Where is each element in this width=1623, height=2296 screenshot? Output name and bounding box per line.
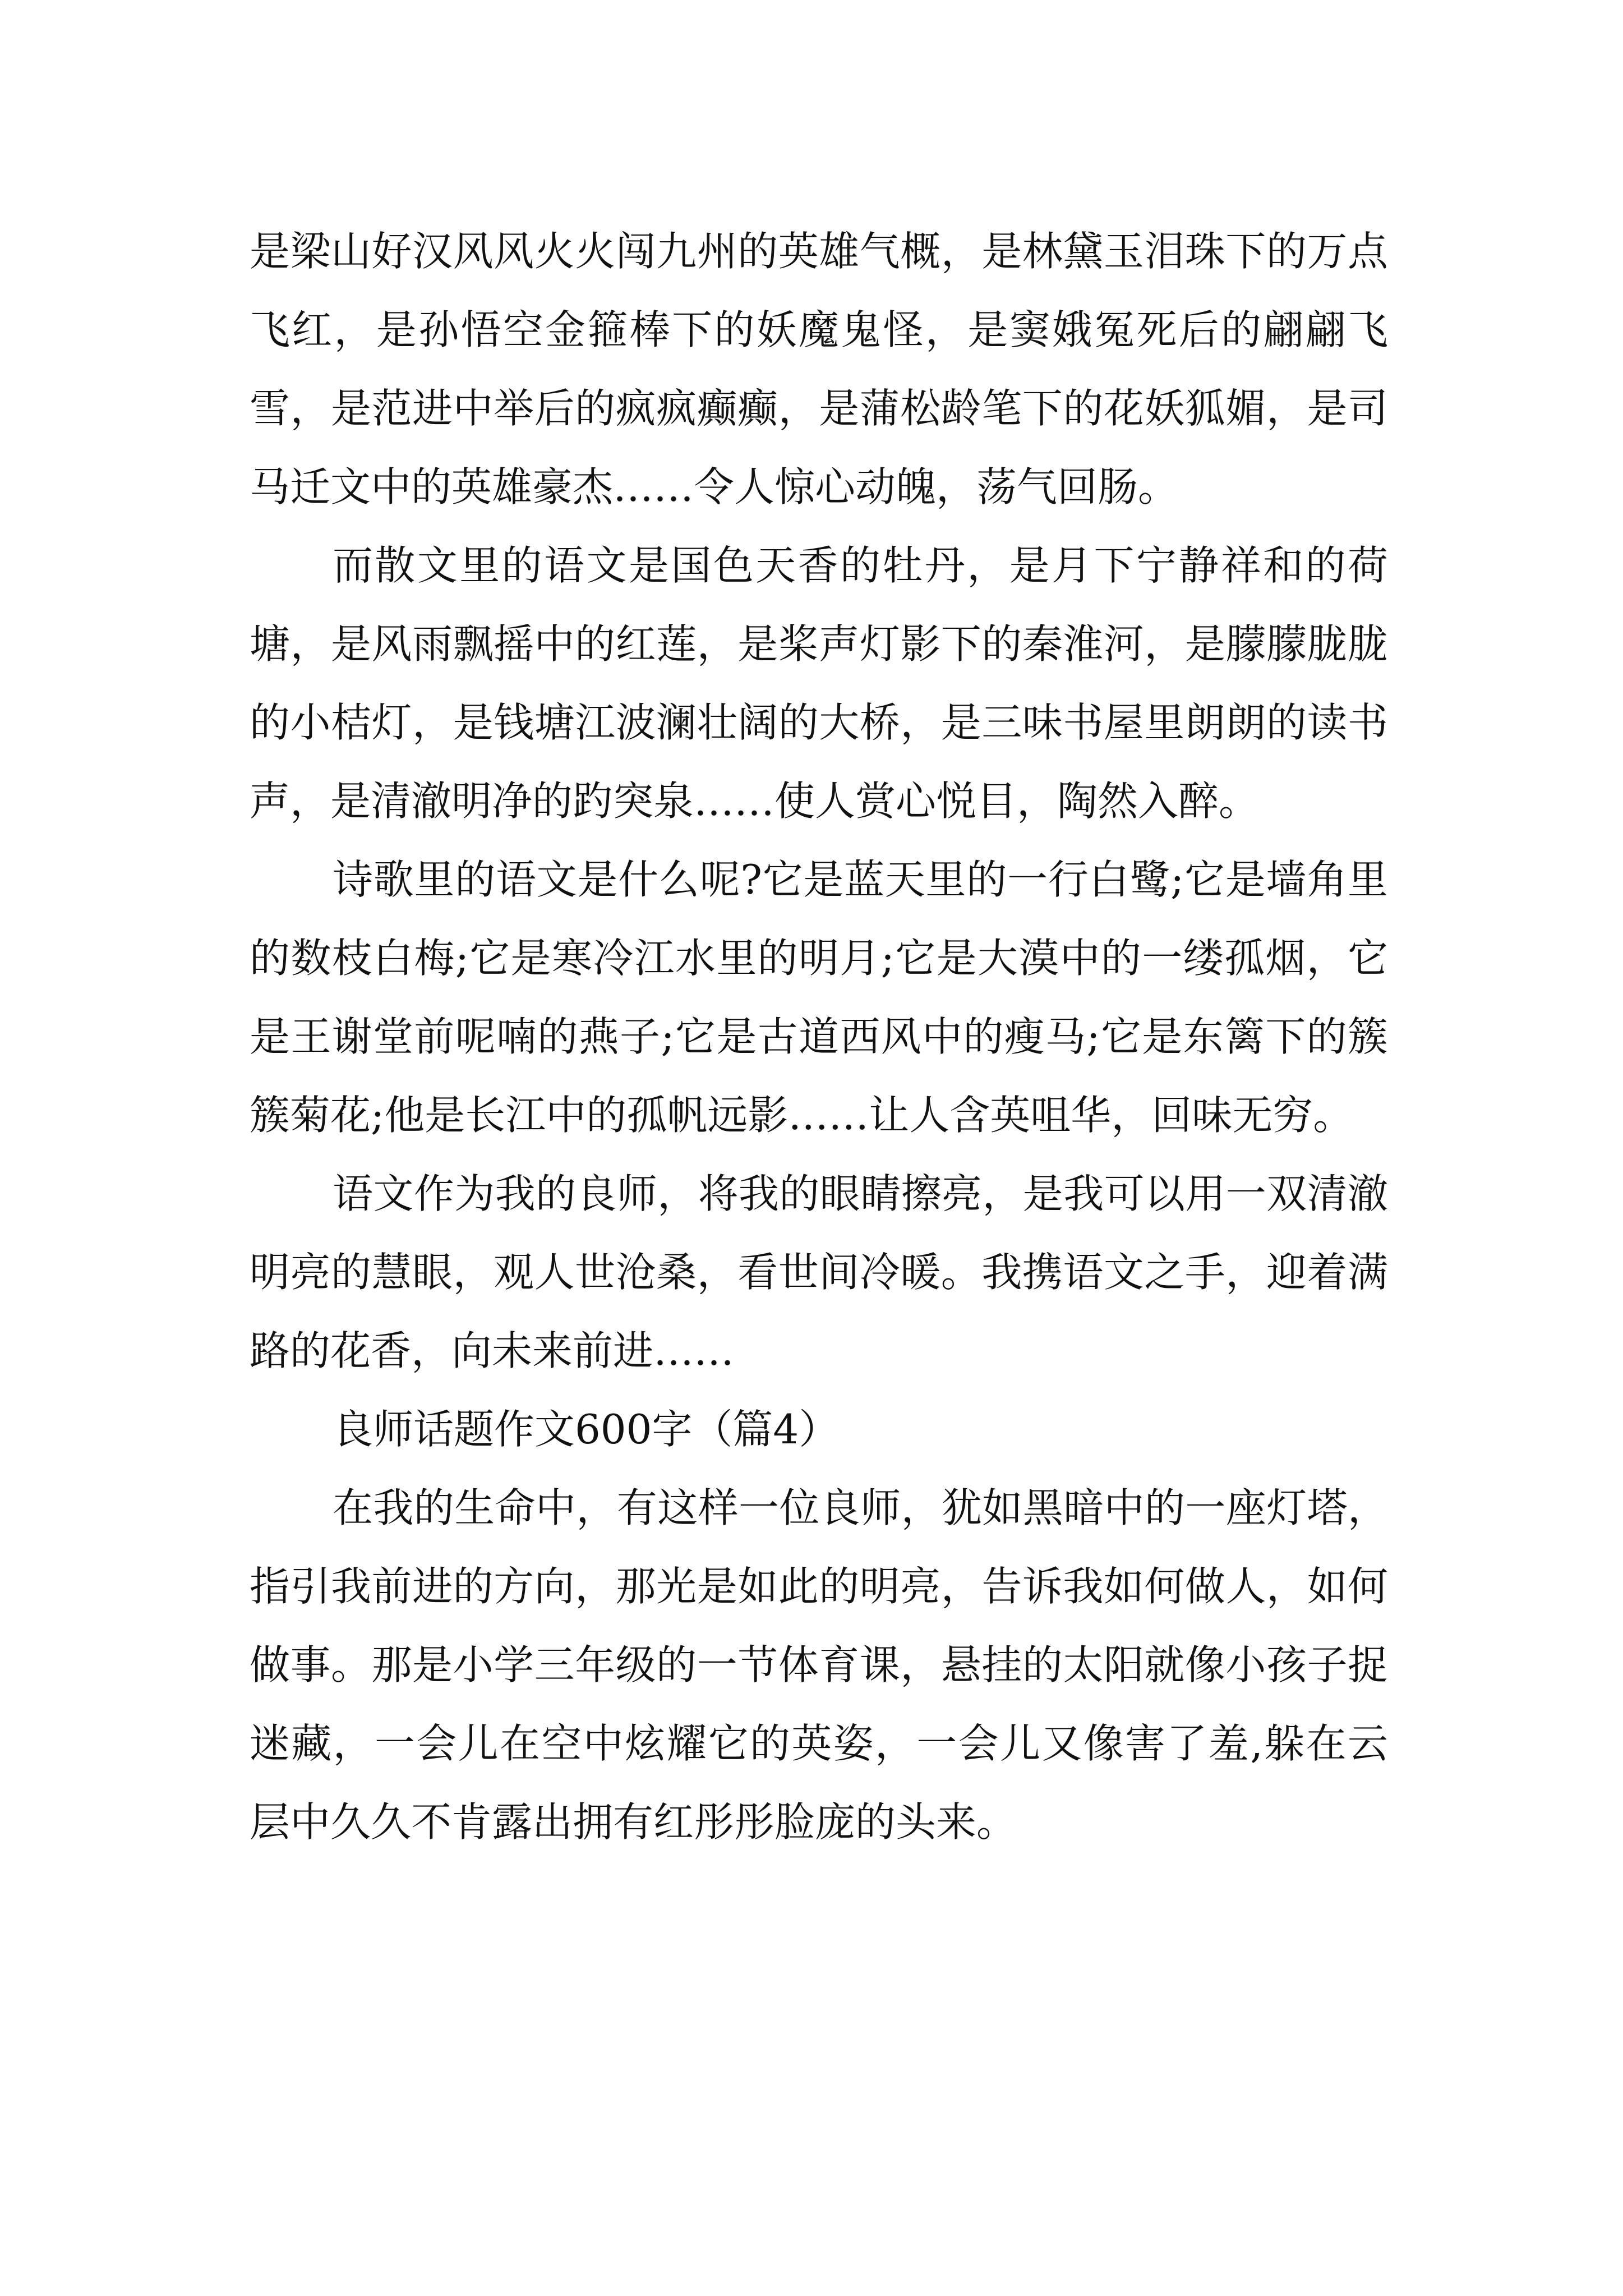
section-heading: 良师话题作文600字（篇4）	[333, 1406, 840, 1453]
paragraph-3: 诗歌里的语文是什么呢?它是蓝天里的一行白鹭;它是墙角里的数枝白梅;它是寒冷江水里的明月;它是大漠中的一缕孤烟，它是王谢堂前呢喃的燕子;它是古道西风中的瘦马;它是东篱下的簇簇菊花;他是长江中的孤帆远影……让人含英咀华，回味无穷。	[250, 856, 1388, 1139]
paragraph-4: 语文作为我的良师，将我的眼睛擦亮，是我可以用一双清澈明亮的慧眼，观人世沧桑，看世间冷暖。我携语文之手，迎着满路的花香，向未来前进……	[250, 1170, 1388, 1374]
paragraph-5: 在我的生命中，有这样一位良师，犹如黑暗中的一座灯塔，指引我前进的方向，那光是如此的明亮，告诉我如何做人，如何做事。那是小学三年级的一节体育课，悬挂的太阳就像小孩子捉迷藏，一会儿在空中炫耀它的英姿，一会儿又像害了羞,躲在云层中久久不肯露出拥有红彤彤脸庞的头来。	[250, 1484, 1388, 1846]
document-body	[250, 212, 1388, 1861]
paragraph-1: 是梁山好汉风风火火闯九州的英雄气概，是林黛玉泪珠下的万点飞红，是孙悟空金箍棒下的妖魔鬼怪，是窦娥冤死后的翩翩飞雪，是范进中举后的疯疯癫癫，是蒲松龄笔下的花妖狐媚，是司马迁文中的英雄豪杰……令人惊心动魄，荡气回肠。	[250, 228, 1388, 510]
paragraph-2: 而散文里的语文是国色天香的牡丹，是月下宁静祥和的荷塘，是风雨飘摇中的红莲，是桨声灯影下的秦淮河，是朦朦胧胧的小桔灯，是钱塘江波澜壮阔的大桥，是三味书屋里朗朗的读书声，是清澈明净的趵突泉……使人赏心悦目，陶然入醉。	[250, 542, 1388, 825]
